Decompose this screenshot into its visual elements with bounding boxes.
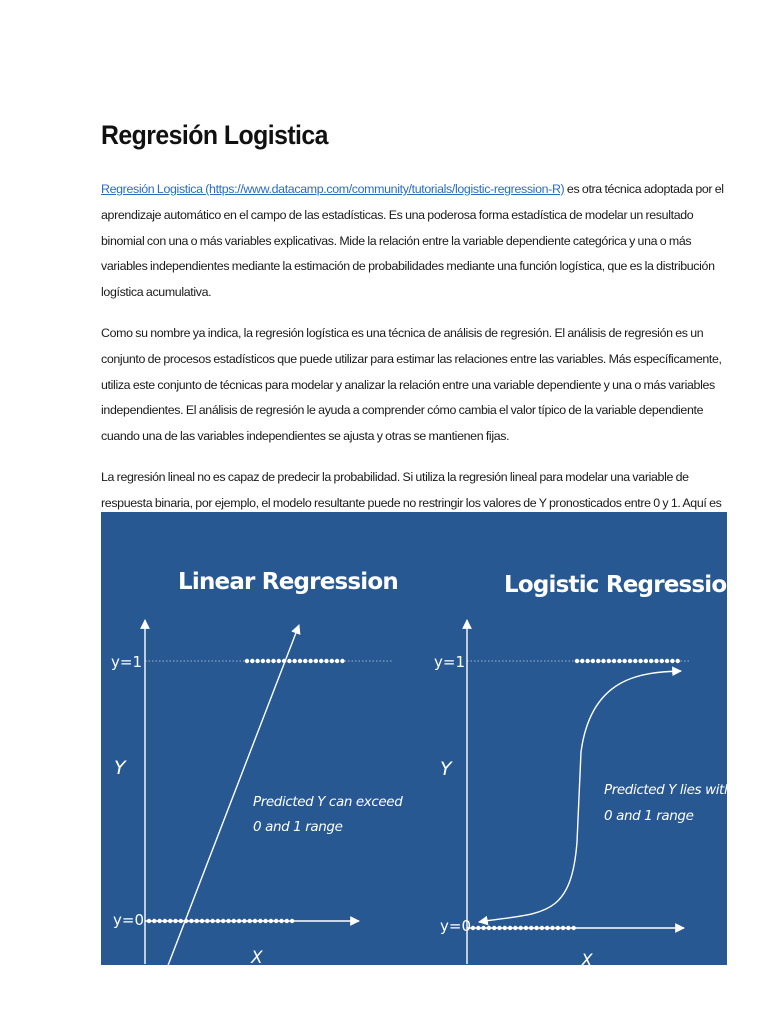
logistic-y-axis-label: Y — [440, 758, 452, 780]
logistic-x-axis-label: X — [581, 951, 593, 971]
data-point — [335, 659, 339, 663]
data-point — [612, 659, 616, 663]
data-point — [152, 919, 156, 923]
data-point — [524, 926, 528, 930]
data-point — [314, 659, 318, 663]
data-point — [508, 926, 512, 930]
data-point — [258, 919, 262, 923]
data-point — [492, 926, 496, 930]
linear-x-axis-label: X — [251, 948, 263, 968]
data-point — [147, 919, 151, 923]
linear-panel — [111, 569, 403, 968]
data-point — [556, 926, 560, 930]
data-point — [157, 919, 161, 923]
data-point — [601, 659, 605, 663]
data-point — [591, 659, 595, 663]
logistic-y0-label: y=0 — [440, 917, 471, 935]
data-point — [481, 926, 485, 930]
data-point — [550, 926, 554, 930]
logistic-panel — [434, 572, 744, 971]
data-point — [255, 659, 259, 663]
data-point — [271, 659, 275, 663]
data-point — [676, 659, 680, 663]
data-point — [487, 926, 491, 930]
data-point — [173, 919, 177, 923]
data-point — [628, 659, 632, 663]
data-point — [519, 926, 523, 930]
data-point — [210, 919, 214, 923]
data-point — [308, 659, 312, 663]
linear-y1-points — [245, 659, 345, 663]
data-point — [580, 659, 584, 663]
linear-y0-label: y=0 — [113, 911, 144, 929]
data-point — [596, 659, 600, 663]
data-point — [168, 919, 172, 923]
data-point — [665, 659, 669, 663]
data-point — [503, 926, 507, 930]
data-point — [250, 659, 254, 663]
data-point — [638, 659, 642, 663]
data-point — [471, 926, 475, 930]
data-point — [232, 919, 236, 923]
data-point — [163, 919, 167, 923]
data-point — [266, 659, 270, 663]
linear-note-line2: 0 and 1 range — [253, 819, 343, 835]
data-point — [298, 659, 302, 663]
data-point — [205, 919, 209, 923]
data-point — [216, 919, 220, 923]
data-point — [497, 926, 501, 930]
logistic-y1-label: y=1 — [434, 653, 465, 671]
data-point — [529, 926, 533, 930]
regression-diagram — [101, 512, 744, 971]
data-point — [476, 926, 480, 930]
data-point — [290, 919, 294, 923]
data-point — [644, 659, 648, 663]
data-point — [221, 919, 225, 923]
linear-title: Linear Regression — [178, 569, 398, 595]
data-point — [607, 659, 611, 663]
data-point — [566, 926, 570, 930]
data-point — [261, 659, 265, 663]
paragraph-3: La regresión lineal no es capaz de predecir la probabilidad. Si utiliza la regresión lineal para modelar una variable de respuesta binaria, por ejemplo, el modelo resultante puede no restringir los valores de Y pronosticados entre 0 y 1. Aquí es — [101, 469, 722, 510]
data-point — [572, 926, 576, 930]
data-point — [179, 919, 183, 923]
data-point — [200, 919, 204, 923]
logistic-title: Logistic Regression — [504, 572, 742, 598]
data-point — [330, 659, 334, 663]
regression-comparison-figure — [101, 512, 744, 971]
data-point — [269, 919, 273, 923]
data-point — [585, 659, 589, 663]
data-point — [670, 659, 674, 663]
data-point — [545, 926, 549, 930]
data-point — [242, 919, 246, 923]
data-point — [540, 926, 544, 930]
data-point — [277, 659, 281, 663]
data-point — [263, 919, 267, 923]
data-point — [534, 926, 538, 930]
data-point — [623, 659, 627, 663]
data-point — [303, 659, 307, 663]
data-point — [226, 919, 230, 923]
data-point — [319, 659, 323, 663]
data-point — [279, 919, 283, 923]
data-point — [274, 919, 278, 923]
data-point — [654, 659, 658, 663]
paragraph-1-text: es otra técnica adoptada por el aprendizaje automático en el campo de las estadísticas. Es una poderosa forma estadística de modelar un resultado binomial con una o más variables explicativas. Mide la relación entre la variable dependiente categórica y una o más variables independientes mediante la estimación de probabilidades mediante una función logística, que es la distribución logística acumulativa. — [101, 182, 724, 300]
data-point — [245, 659, 249, 663]
data-point — [248, 919, 252, 923]
data-point — [189, 919, 193, 923]
data-point — [324, 659, 328, 663]
linear-note-line1: Predicted Y can exceed — [253, 794, 403, 810]
data-point — [285, 919, 289, 923]
data-point — [340, 659, 344, 663]
linear-y-axis-label: Y — [114, 757, 126, 779]
data-point — [293, 659, 297, 663]
page-title: Regresión Logistica — [101, 120, 328, 150]
data-point — [237, 919, 241, 923]
linear-y1-label: y=1 — [111, 653, 142, 671]
data-point — [561, 926, 565, 930]
paragraph-2: Como su nombre ya indica, la regresión logística es una técnica de análisis de regresión. El análisis de regresión es un conjunto de procesos estadísticos que puede utilizar para estimar las relaciones entre las variables. Más específicamente, utiliza este conjunto de técnicas para modelar y analizar la relación entre una variable dependiente y una o más variables independientes. El análisis de regresión le ayuda a comprender cómo cambia el valor típico de la variable dependiente cuando una de las variables independientes se ajusta y otras se mantienen fijas. — [101, 325, 722, 444]
data-point — [633, 659, 637, 663]
data-point — [575, 659, 579, 663]
data-point — [513, 926, 517, 930]
paragraph-1 — [101, 177, 727, 306]
logistic-note-line1: Predicted Y lies within — [604, 782, 744, 798]
data-point — [617, 659, 621, 663]
data-point — [287, 659, 291, 663]
data-point — [660, 659, 664, 663]
data-point — [253, 919, 257, 923]
logistic-note-line2: 0 and 1 range — [604, 808, 694, 824]
data-point — [195, 919, 199, 923]
data-point — [649, 659, 653, 663]
datacamp-link[interactable]: Regresión Logistica (https://www.datacamp.com/community/tutorials/logistic-regression-R) — [101, 182, 565, 196]
